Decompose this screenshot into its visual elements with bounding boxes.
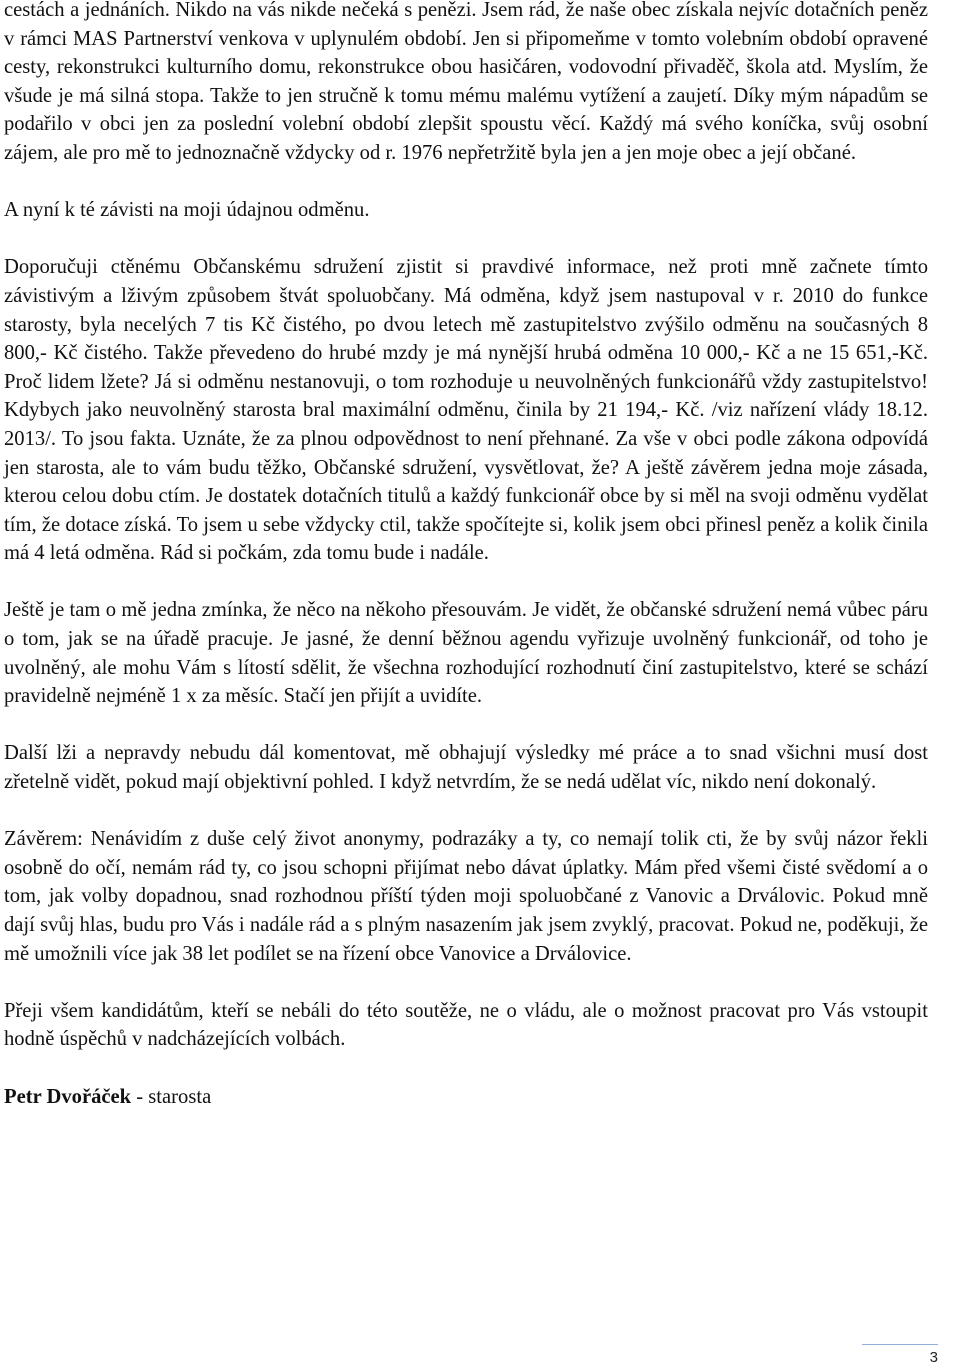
paragraph-office-work: Ještě je tam o mě jedna zmínka, že něco na někoho přesouvám. Je vidět, že občanské sdružení nemá vůbec páru o tom, jak se na úřadě pracuje. Je jasné, že denní běžnou agendu vyřizuje uvolněný funkcionář, od toho je uvolněný, ale mohu Vám s lítostí sdělit, že všechna rozhodující rozhodnutí činí zastupitelstvo, které se schází pravidelně nejméně 1 x za měsíc. Stačí jen přijít a uvidíte. [4, 599, 928, 708]
signature-separator: - [131, 1085, 149, 1108]
paragraph-wishes: Přeji všem kandidátům, kteří se nebáli do této soutěže, ne o vládu, ale o možnost pracovat pro Vás vstoupit hodně úspěchů v nadcházejících volbách. [4, 999, 928, 1051]
paragraph-conclusion: Závěrem: Nenávidím z duše celý život anonymy, podrazáky a ty, co nemají tolik cti, že by svůj názor řekli osobně do očí, nemám rád ty, co jsou schopni přijímat nebo dávat úplatky. Mám před všemi čisté svědomí a o tom, jak volby dopadnou, snad rozhodnou příští týden moji spoluobčané z Vanovic a Drválovic. Pokud mně dají svůj hlas, budu pro Vás i nadále rád a s plným nasazením jak jsem zvyklý, pracovat. Pokud ne, poděkuji, že mě umožnili více jak 38 let podílet se na řízení obce Vanovice a Drválovice. [4, 828, 928, 965]
paragraph-achievements: cestách a jednáních. Nikdo na vás nikde nečeká s penězi. Jsem rád, že naše obec získala nejvíc dotačních peněz v rámci MAS Partnerství venkova v uplynulém období. Jen si připomeňme v tomto volebním období opravené cesty, rekonstrukci kulturního domu, rekonstrukce obou hasičáren, vodovodní přivaděč, škola atd. Myslím, že všude je má silná stopa. Takže to jen stručně k tomu mému malému vytížení a zaujetí. Díky mým nápadům se podařilo v obci jen za poslední volební období zlepšit spoustu věcí. Každý má svého koníčka, svůj osobní zájem, ale pro mě to jednoznačně vždycky od r. 1976 nepřetržitě byla jen a jen moje obec a její občané. [4, 0, 928, 164]
footer-divider [862, 1344, 938, 1345]
document-body [4, 0, 928, 1140]
signature [4, 1083, 928, 1112]
paragraph-other-lies: Další lži a nepravdy nebudu dál komentovat, mě obhajují výsledky mé práce a to snad všichni musí dost zřetelně vidět, pokud mají objektivní pohled. I když netvrdím, že se nedá udělat víc, nikdo není dokonalý. [4, 742, 928, 794]
signature-name: Petr Dvořáček [4, 1085, 132, 1108]
page-number: 3 [929, 1349, 938, 1366]
signature-role: starosta [148, 1085, 212, 1108]
paragraph-remuneration-details: Doporučuji ctěnému Občanskému sdružení zjistit si pravdivé informace, než proti mně začnete tímto závistivým a lživým způsobem štvát spoluobčany. Má odměna, když jsem nastupoval v r. 2010 do funkce starosty, byla necelých 7 tis Kč čistého, po dvou letech mě zastupitelstvo zvýšilo odměnu na současných 8 800,- Kč čistého. Takže převedeno do hrubé mzdy je má nynější hrubá odměna 10 000,- Kč a ne 15 651,-Kč. Proč lidem lžete? Já si odměnu nestanovuji, o tom rozhoduje u neuvolněných funkcionářů vždy zastupitelstvo! Kdybych jako neuvolněný starosta bral maximální odměnu, činila by 21 194,- Kč. /viz nařízení vlády 18.12. 2013/. To jsou fakta. Uznáte, že za plnou odpovědnost to není přehnané. Za vše v obci podle zákona odpovídá jen starosta, ale to vám budu těžko, Občanské sdružení, vysvětlovat, že? A ještě závěrem jedna moje zásada, kterou celou dobu ctím. Je dostatek dotačních titulů a každý funkcionář obce by si měl na svoji odměnu vydělat tím, že dotace získá. To jsem u sebe vždycky ctil, takže spočítejte si, kolik jsem obci přinesl peněz a kolik činila má 4 letá odměna. Rád si počkám, zda tomu bude i nadále. [4, 256, 928, 565]
paragraph-remuneration-intro: A nyní k té závisti na moji údajnou odměnu. [4, 199, 370, 222]
